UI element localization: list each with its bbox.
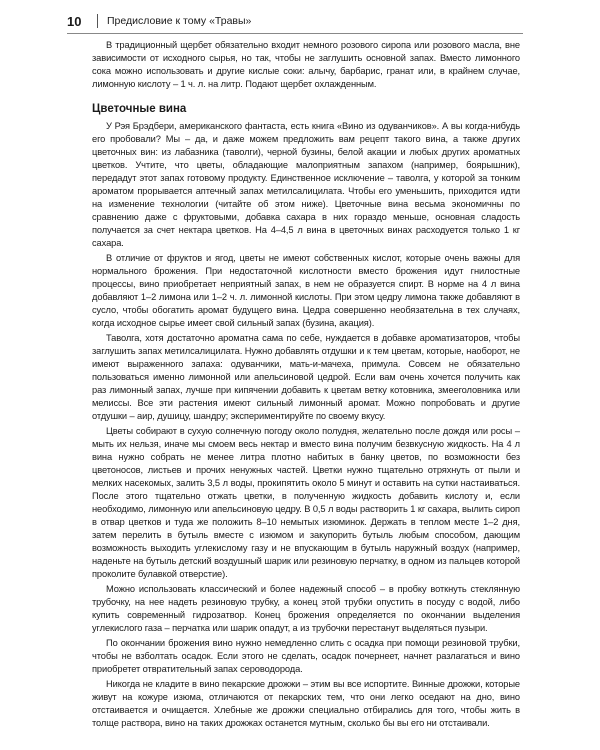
header-separator: [97, 14, 98, 28]
paragraph: Таволга, хотя достаточно ароматна сама по себе, нуждается в добавке ароматизаторов, чтобы заглушить запах метилсалицилата. Нужно добавлять отдушки и к тем цветам, которые, наоборот, не имеют выраженного запаха: одуванчики, мать-и-мачеха, примула. Совсем не обязательно пользоваться именно лимонной или апельсиновой цедрой. Если вам очень хочется получить как раз лимонный запах, лучше при кипячении добавить к цветам ветку котовника, змееголовника или мелиссы. Все эти растения имеют сильный лимонный аромат. Можно попробовать и другие отдушки – аир, душицу, шандру; экспериментируйте по своему вкусу.: [92, 333, 520, 421]
page-body: [92, 39, 520, 732]
paragraph: По окончании брожения вино нужно немедленно слить с осадка при помощи резиновой трубки, чтобы не взболтать осадок. Если этого не сделать, осадок почернеет, начнет разлагаться и вино приобретет отвратительный запах сероводорода.: [92, 638, 520, 674]
section-heading: Цветочные вина: [92, 103, 187, 115]
header-rule: [67, 33, 523, 34]
paragraph: Цветы собирают в сухую солнечную погоду около полудня, желательно после дождя или росы – мыть их нельзя, иначе мы смоем весь нектар и вместо вина получим безвкусную жидкость. На 4 л вина нужно собрать не менее литра плотно набитых в банку цветов, по возможности без цветоносов, листьев и прочих ненужных частей. Цветки нужно тщательно отряхнуть от пыли и мелких насекомых, залить 3,5 л воды, прокипятить около 5 минут и оставить на сутки настаиваться. После этого тщательно отжать цветки, в полученную жидкость добавить кислоту и, если необходимо, лимонную или апельсиновую цедру. В 0,5 л воды растворить 1 кг сахара, вылить сироп в отвар цветков и туда же положить 8–10 немытых изюминок. Держать в теплом месте 1–2 дня, затем перелить в бутыль вместе с изюмом и закупорить бутыль любым способом, дающим возможность выходить углекислому газу и не впускающим в бутыль наружный воздух (например, наденьте на бутыль детский воздушный шарик или резиновую перчатку, в одном из пальцев которой проколите булавкой отверстие).: [92, 426, 520, 579]
paragraph: У Рэя Брэдбери, американского фантаста, есть книга «Вино из одуванчиков». А вы когда-нибудь его пробовали? Мы – да, и даже можем предложить вам рецепт такого вина, а также других цветочных вин: из лабазника (таволги), черной бузины, белой акации и любых других ароматных цветков. Учтите, что цветы, обладающие малоприятным запахом (например, боярышник), передадут этот запах готовому продукту. Единственное исключение – таволга, у которой за тонким ароматом прорывается аптечный запах метилсалицилата. Чтобы его уменьшить, приходится идти на изменение технологии (читайте об этом ниже). Цветочные вина весьма экономичны по сравнению даже с фруктовыми, добавка сахара в них гораздо меньше, основная сладость получается за счет нектара цветков. На 4–4,5 л вина в цветочных винах расходуется только 1 кг сахара.: [92, 121, 520, 248]
paragraph: Никогда не кладите в вино пекарские дрожжи – этим вы все испортите. Винные дрожжи, которые живут на кожуре изюма, отличаются от пекарских тем, что они легко оседают на дно, вино отстаивается и очищается. Хлебные же дрожжи специально отбирались для того, чтобы жить в толще раствора, вино на таких дрожжах останется мутным, сколько бы вы его ни отстаивали.: [92, 679, 520, 728]
paragraph: Можно использовать классический и более надежный способ – в пробку воткнуть стеклянную трубочку, на нее надеть резиновую трубку, а конец этой трубки опустить в посуду с водой, либо купить современный гидрозатвор. Конец брожения определяется по окончании выделения углекислого газа – перчатка или шарик опадут, а из трубочки перестанут выделяться пузыри.: [92, 584, 520, 633]
page-number: 10: [67, 14, 82, 29]
paragraph: В отличие от фруктов и ягод, цветы не имеют собственных кислот, которые очень важны для нормального брожения. При недостаточной кислотности вместо брожения идут гнилостные процессы, вино приобретает неприятный запах, в нем не образуется спирт. В норме на 4 л вина добавляют 1–2 лимона или 1–2 ч. л. лимонной кислоты. При этом цедру лимона также добавляют в сусло, чтобы обогатить аромат будущего вина. Цедра совершенно необязательна в тех случаях, когда исходное сырье имеет свой сильный запах (бузина, акация).: [92, 253, 520, 328]
intro-paragraph: В традиционный щербет обязательно входит немного розового сиропа или розового масла, вне зависимости от исходного сырья, но так, чтобы не заглушить основной запах. Вместо лимонного сока можно использовать и другие кислые соки: алычу, барбарис, гранат или, в крайнем случае, лимонную кислоту – 1 ч. л. на литр. Подают щербет охлажденным.: [92, 40, 520, 89]
running-title: Предисловие к тому «Травы»: [107, 15, 252, 27]
page-header: [67, 12, 523, 34]
